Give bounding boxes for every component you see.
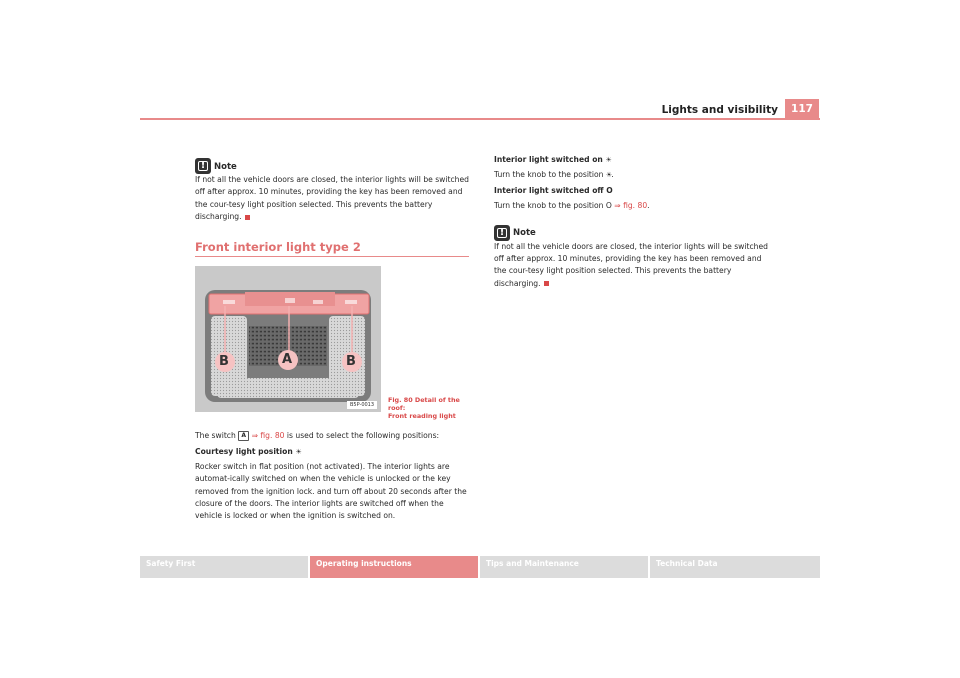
light-on-position-icon: ☀ [605,171,612,180]
note-heading [195,152,471,174]
note-label: Note [214,161,237,172]
callout-b-left: B [219,354,229,369]
footer-tab-technical-data[interactable]: Technical Data [650,556,820,578]
courtesy-text: Rocker switch in flat position (not activated). The interior lights are automat-ically switched on when the vehicle is unlocked or the key removed from the ignition lock. and turn off about 20 seconds after the closure of the doors. The interior lights are switched off when the vehicle is locked or when the ignition is switched on. [195,461,467,521]
note-icon: ! [494,225,510,241]
note-label: Note [513,228,536,239]
switch-key-a: A [238,431,249,441]
end-mark-icon [245,215,250,220]
right-note-text: If not all the vehicle doors are closed, the interior lights will be switched off after approx. 10 minutes, providing the key has been removed and the cour-tesy light position selected. This prevents the battery discharging. [494,241,768,288]
fig-reference-link-right[interactable]: ⇒ fig. 80 [614,201,648,211]
section-title: Front interior light type 2 [195,240,361,254]
light-off-text: Turn the knob to the position O ⇒ fig. 80. [494,201,650,211]
figure-caption: Fig. 80 Detail of the roof: Front reading light [388,396,460,420]
light-off-heading: Interior light switched off O [494,185,613,195]
note-icon: ! [195,158,211,174]
light-on-icon: ☀ [605,156,611,164]
callout-a: A [282,352,293,367]
courtesy-light-icon: ☀ [295,448,301,457]
page-header-title: Lights and visibility [661,104,778,116]
note-text: If not all the vehicle doors are closed, the interior lights will be switched off after approx. 10 minutes, providing the key has been removed and the cour-tesy light position selected. This prevents the battery discharging. [195,175,469,222]
fig-reference-link[interactable]: ⇒ fig. 80 [251,431,285,440]
roof-light-illustration [195,266,381,412]
left-body [195,430,471,523]
page-number: 117 [785,99,819,119]
light-on-text: Turn the knob to the position ☀. [494,169,770,181]
right-column [494,154,770,290]
switch-paragraph: The switch A ⇒ fig. 80 is used to select the following positions: [195,431,440,440]
left-note [195,152,471,224]
figure-roof-light [195,266,381,412]
footer-tab-operating-instructions[interactable]: Operating instructions [310,556,478,578]
figure-code: B5P-0013 [350,402,375,408]
section-rule [195,256,469,257]
end-mark-icon [544,281,549,286]
footer-tab-safety-first[interactable]: Safety First [140,556,308,578]
callout-b-right: B [346,354,356,369]
header-rule [140,118,820,120]
courtesy-heading: Courtesy light position ☀ [195,446,471,458]
light-on-heading: Interior light switched on ☀ [494,154,770,166]
footer-tab-tips-and-maintenance[interactable]: Tips and Maintenance [480,556,648,578]
right-note-heading [494,219,770,241]
